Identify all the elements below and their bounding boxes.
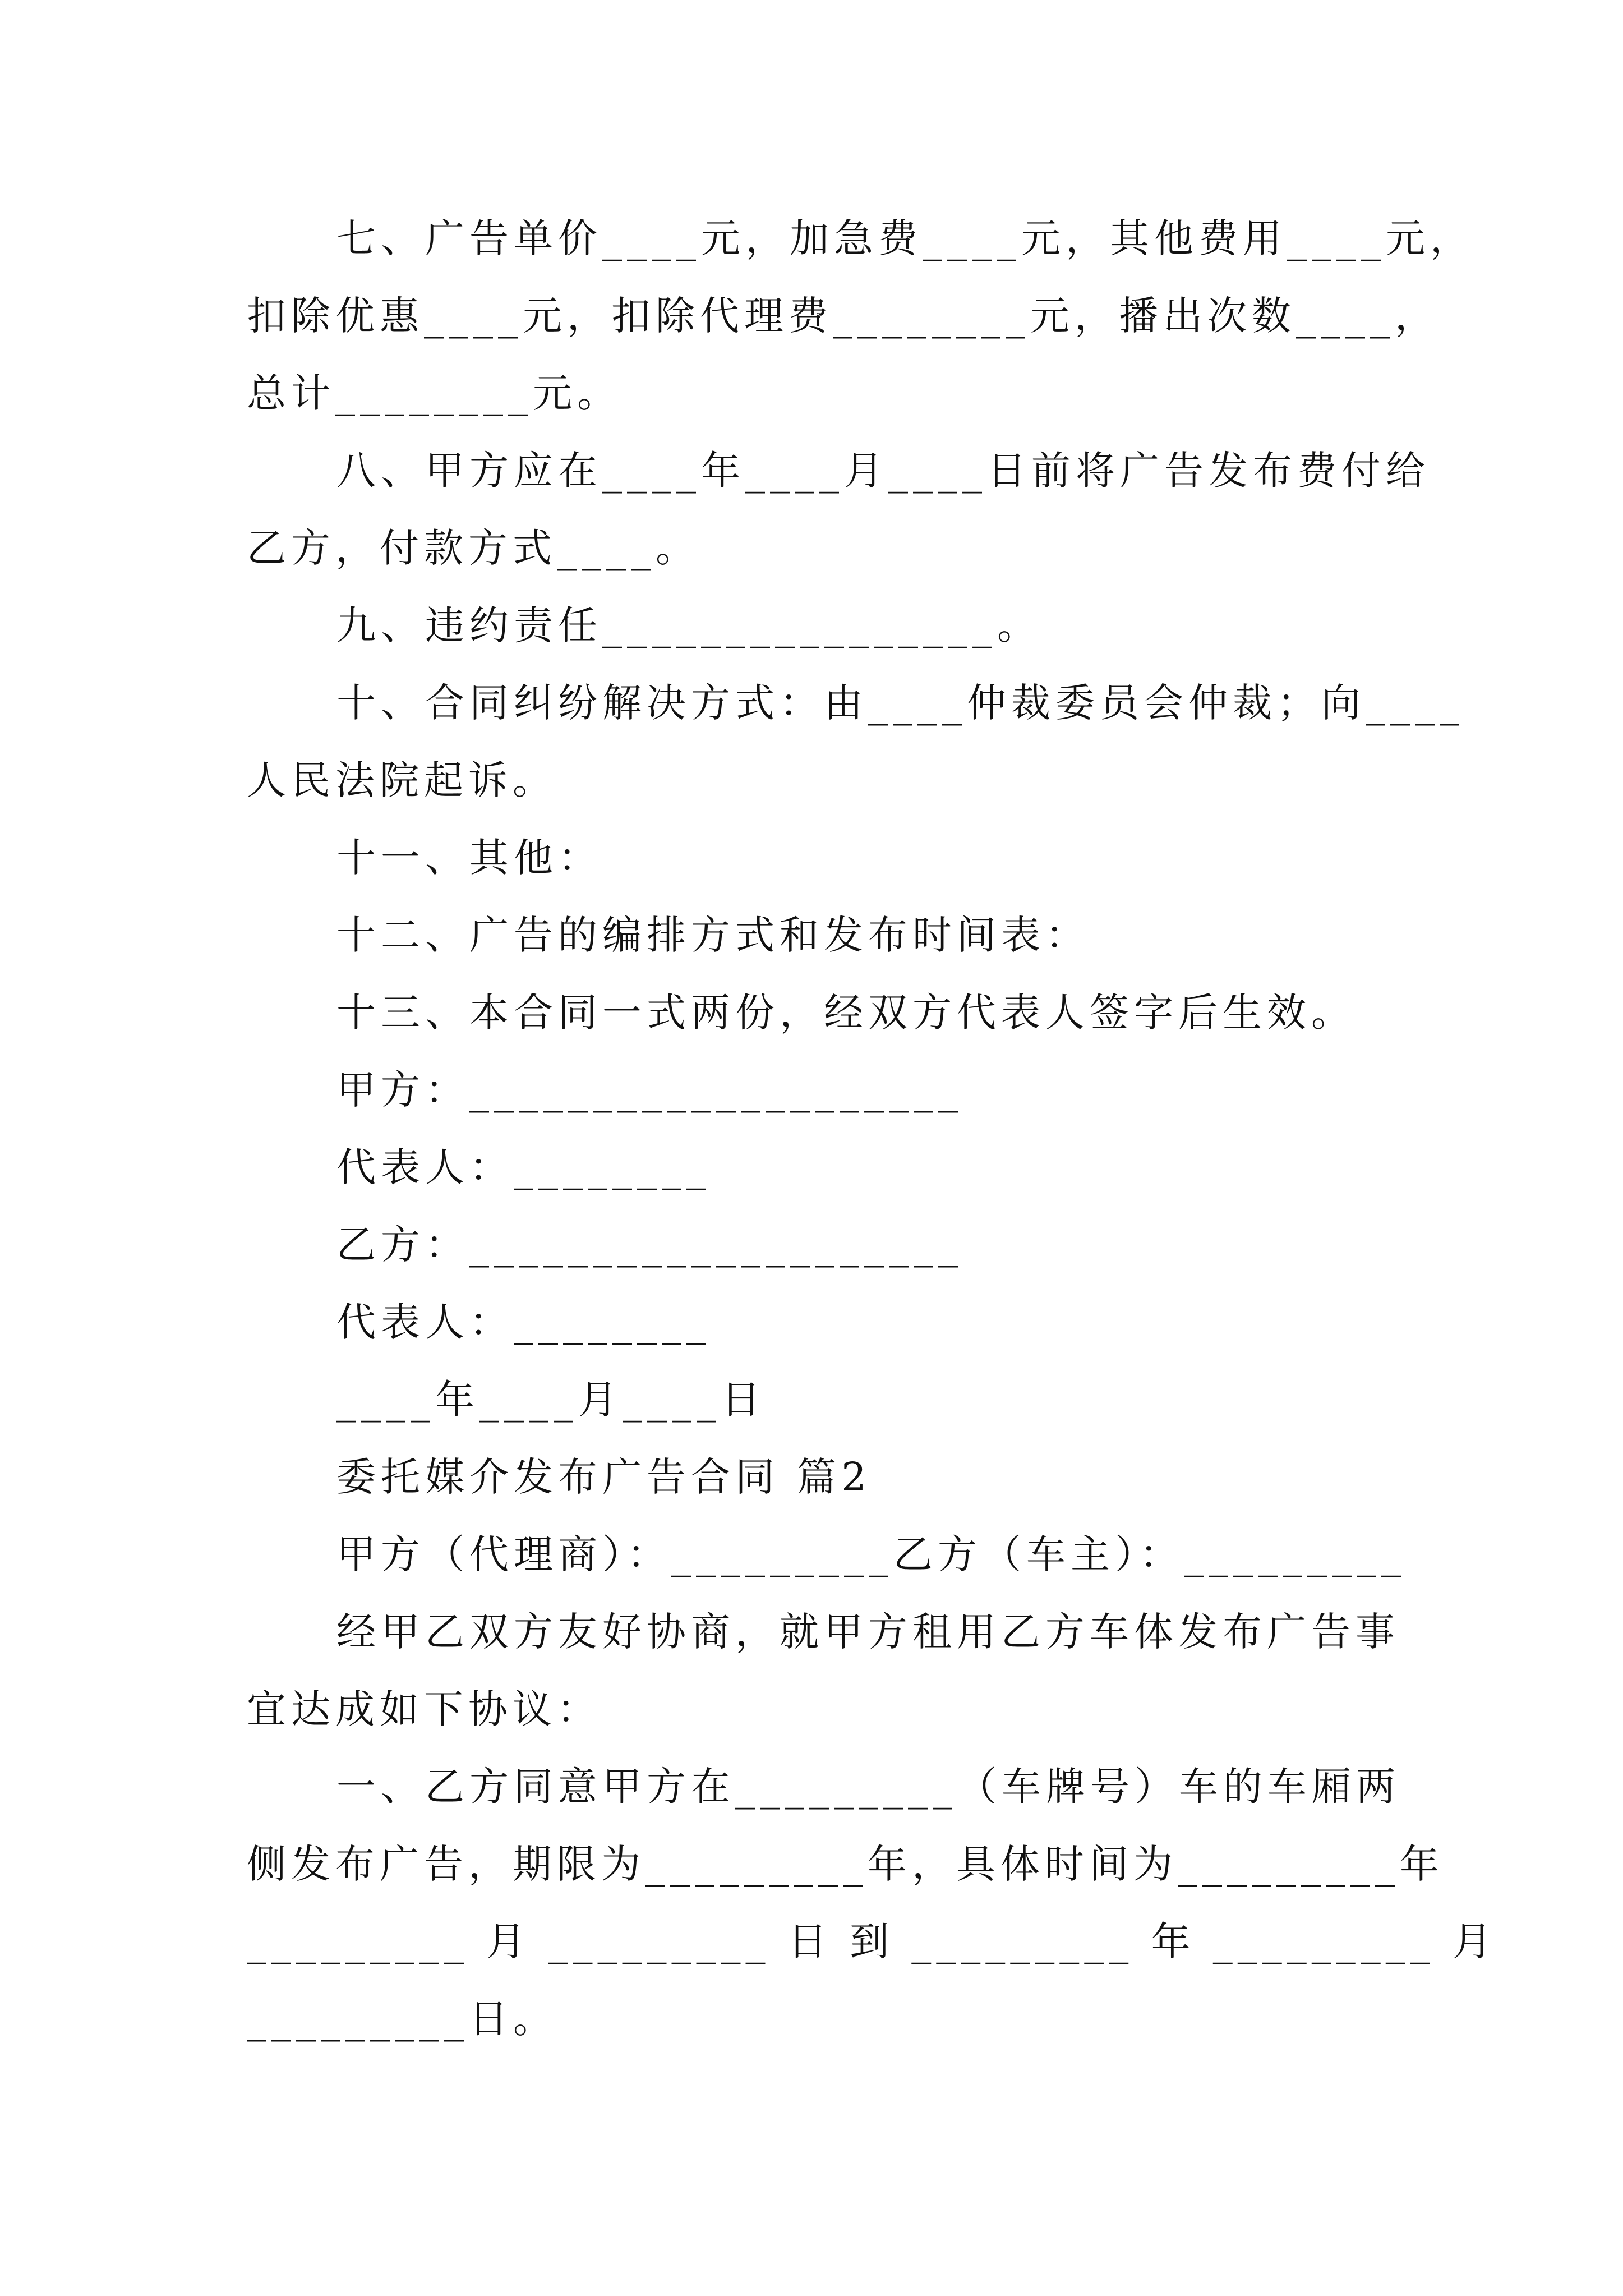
- clause-7-line-2: 扣除优惠____元，扣除代理费________元，播出次数____，: [247, 293, 1439, 339]
- signing-date-line: ____年____月____日: [336, 1377, 766, 1423]
- clause-10-line-2: 人民法院起诉。: [247, 757, 557, 803]
- article-1-line-3: _________ 月 _________ 日 到 _________ 年 _________ 月: [247, 1918, 1497, 1964]
- party-b-signature-line: 乙方：____________________: [336, 1222, 963, 1268]
- section-title: 委托媒介发布广告合同 篇2: [336, 1454, 872, 1500]
- preamble-line-1: 经甲乙双方友好协商，就甲方租用乙方车体发布广告事: [336, 1609, 1400, 1655]
- clause-13: 十三、本合同一式两份，经双方代表人签字后生效。: [336, 990, 1355, 1036]
- clause-9: 九、违约责任________________。: [336, 602, 1041, 648]
- party-a-representative-line: 代表人：________: [336, 1144, 711, 1190]
- clause-7-line-3: 总计________元。: [247, 370, 621, 416]
- clause-10-line-1: 十、合同纠纷解决方式：由____仲裁委员会仲裁；向____: [336, 680, 1464, 726]
- article-1-line-2: 侧发布广告，期限为_________年，具体时间为_________年: [247, 1841, 1444, 1887]
- party-b-representative-line: 代表人：________: [336, 1299, 711, 1345]
- clause-8-line-2: 乙方，付款方式____。: [247, 525, 700, 571]
- article-1-line-1: 一、乙方同意甲方在_________（车牌号）车的车厢两: [336, 1764, 1400, 1810]
- clause-8-line-1: 八、甲方应在____年____月____日前将广告发布费付给: [336, 448, 1430, 494]
- clause-7-line-1: 七、广告单价____元，加急费____元，其他费用____元，: [336, 215, 1474, 261]
- preamble-line-2: 宜达成如下协议：: [247, 1686, 601, 1732]
- party-a-signature-line: 甲方：____________________: [336, 1067, 963, 1113]
- parties-line: 甲方（代理商）：_________乙方（车主）：_________: [336, 1531, 1406, 1577]
- clause-12: 十二、广告的编排方式和发布时间表：: [336, 912, 1090, 958]
- clause-11: 十一、其他：: [336, 835, 602, 881]
- article-1-line-4: _________日。: [247, 1996, 557, 2042]
